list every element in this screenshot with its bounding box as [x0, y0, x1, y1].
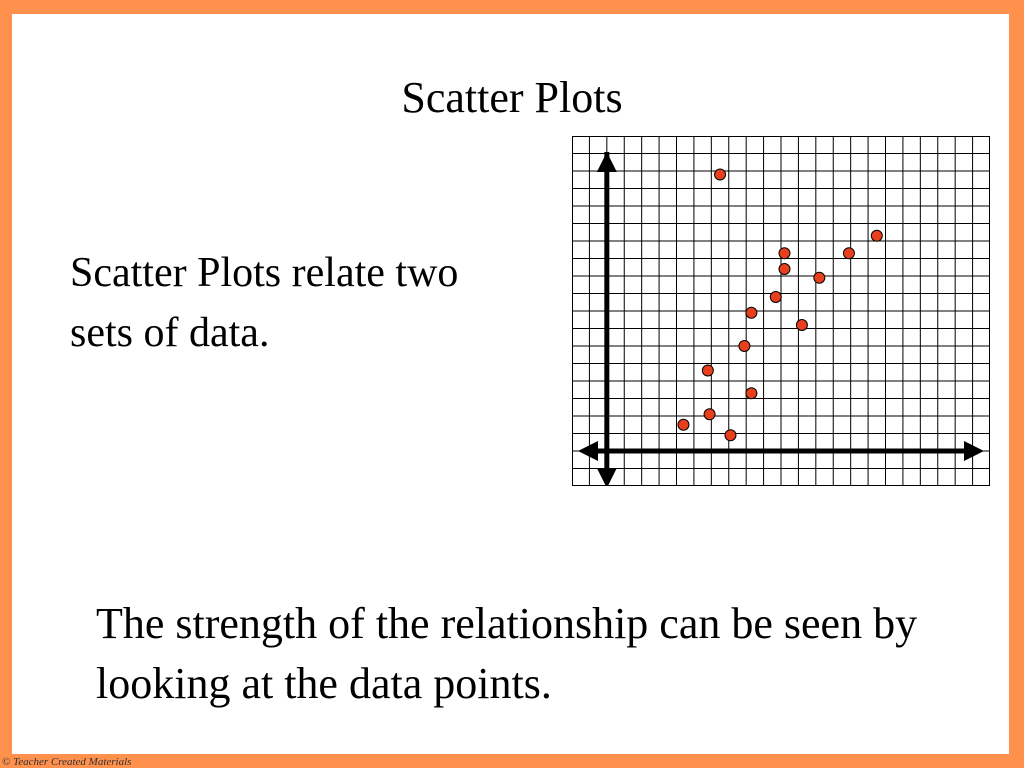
data-point [779, 264, 790, 275]
data-point [779, 248, 790, 259]
scatter-plot [572, 136, 990, 486]
data-point [746, 307, 757, 318]
data-point [843, 248, 854, 259]
relationship-text: The strength of the relationship can be seen by looking at the data points. [96, 599, 918, 708]
data-point [702, 365, 713, 376]
data-point [739, 341, 750, 352]
data-point [814, 272, 825, 283]
data-point [704, 409, 715, 420]
intro-text: Scatter Plots relate two sets of data. [70, 250, 459, 356]
data-point [725, 430, 736, 441]
data-point [871, 230, 882, 241]
data-point [796, 320, 807, 331]
slide-title: Scatter Plots [401, 73, 623, 122]
data-point [678, 419, 689, 430]
data-point [770, 292, 781, 303]
data-point [746, 388, 757, 399]
data-point [715, 169, 726, 180]
plot-grid [572, 136, 990, 486]
copyright-footer: © Teacher Created Materials [2, 756, 132, 768]
